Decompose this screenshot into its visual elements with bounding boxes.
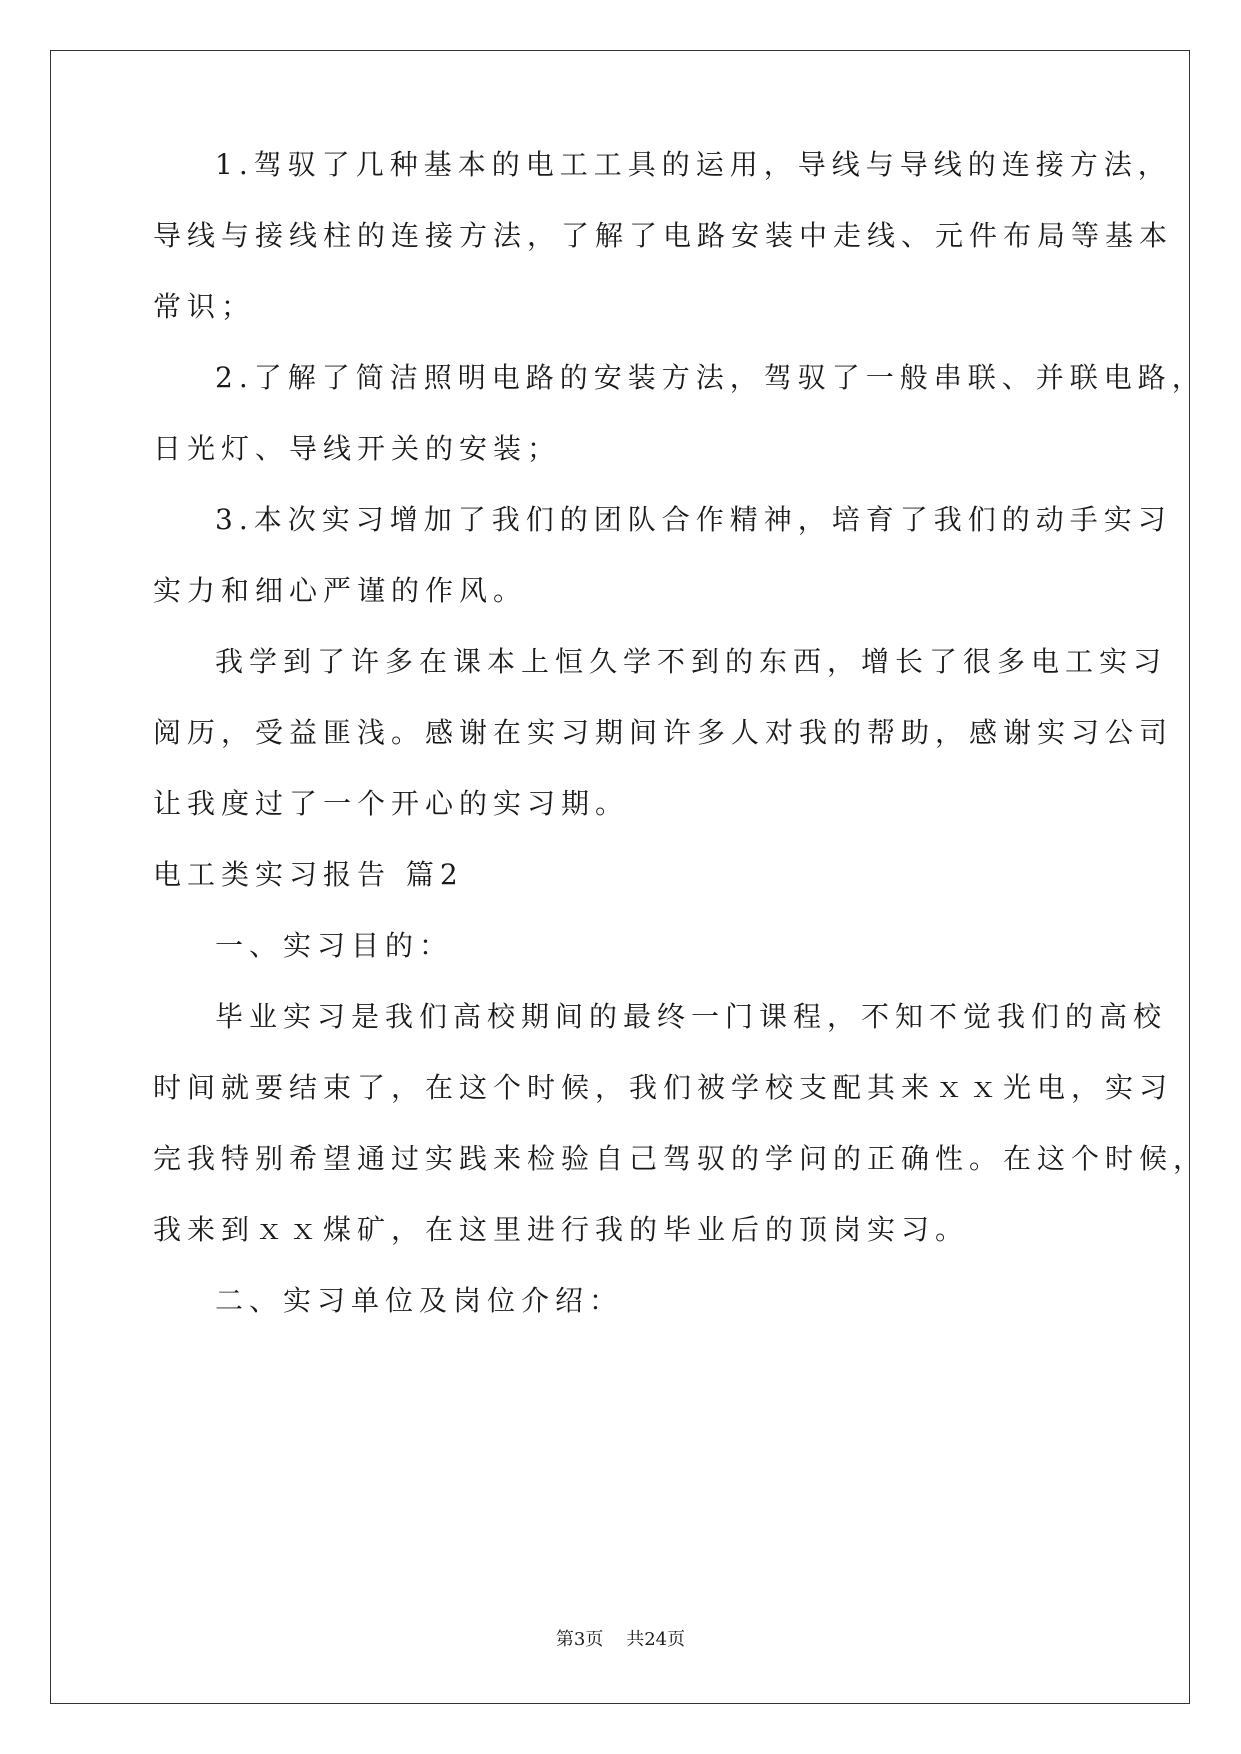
paragraph-line: 时间就要结束了，在这个时候，我们被学校支配其来ｘｘ光电，实习: [153, 1071, 1174, 1104]
subsection-heading: 一、实习目的：: [215, 929, 454, 962]
section-heading: 电工类实习报告 篇2: [153, 858, 464, 891]
paragraph-line: 3.本次实习增加了我们的团队合作精神，培育了我们的动手实习: [215, 503, 1172, 536]
paragraph-line: 1.驾驭了几种基本的电工工具的运用，导线与导线的连接方法，: [215, 148, 1172, 181]
paragraph-line: 让我度过了一个开心的实习期。: [153, 787, 630, 820]
paragraph-line: 完我特别希望通过实践来检验自己驾驭的学问的正确性。在这个时候，: [153, 1142, 1208, 1175]
subsection-heading: 二、实习单位及岗位介绍：: [215, 1284, 624, 1317]
paragraph-line: 毕业实习是我们高校期间的最终一门课程，不知不觉我们的高校: [215, 1000, 1168, 1033]
page-number-footer: 第3页 共24页: [555, 1629, 686, 1650]
paragraph-line: 2.了解了简洁照明电路的安装方法，驾驭了一般串联、并联电路，: [215, 361, 1206, 394]
paragraph-line: 我学到了许多在课本上恒久学不到的东西，增长了很多电工实习: [215, 645, 1168, 678]
paragraph-line: 导线与接线柱的连接方法，了解了电路安装中走线、元件布局等基本: [153, 219, 1174, 252]
paragraph-line: 实力和细心严谨的作风。: [153, 574, 528, 607]
paragraph-line: 常识；: [153, 290, 256, 323]
paragraph-line: 阅历，受益匪浅。感谢在实习期间许多人对我的帮助，感谢实习公司: [153, 716, 1174, 749]
paragraph-line: 我来到ｘｘ煤矿，在这里进行我的毕业后的顶岗实习。: [153, 1213, 970, 1246]
paragraph-line: 日光灯、导线开关的安装；: [153, 432, 562, 465]
